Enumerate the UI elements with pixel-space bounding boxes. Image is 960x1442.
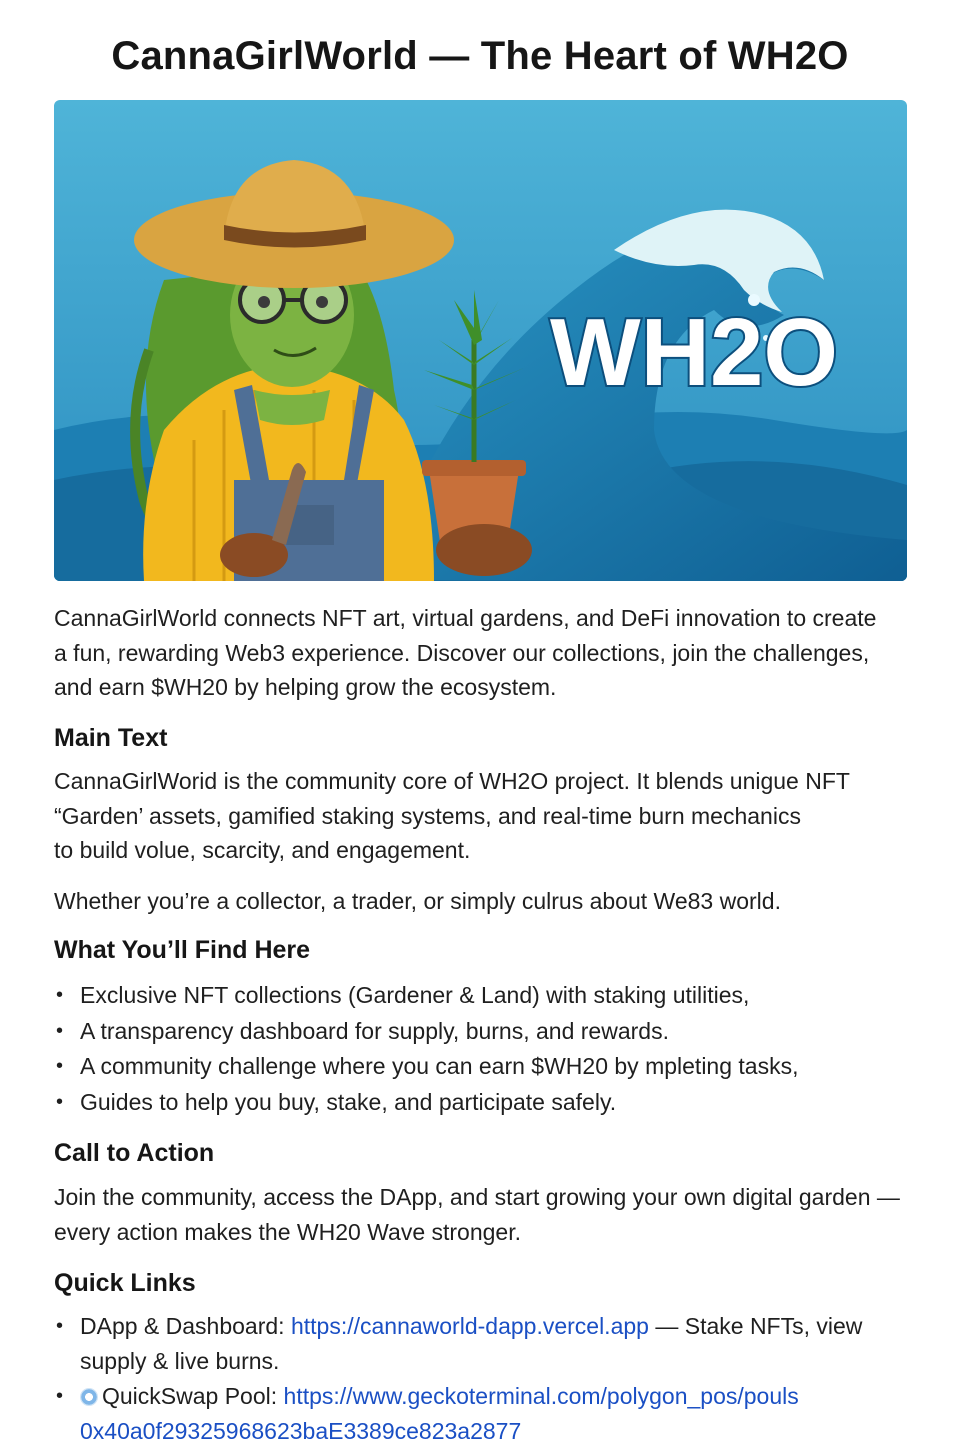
hero-image [54, 100, 907, 581]
quick-links-list [54, 1309, 934, 1442]
main-text-line: “Garden’ assets, gamified staking systems, and real-time burn mechanics [54, 802, 801, 829]
main-text-line: Whether you’re a collector, a trader, or simply culrus about We83 world. [54, 888, 781, 914]
list-item-text: Guides to help you buy, stake, and participate safely. [80, 1088, 617, 1115]
cta-heading: Call to Action [54, 1139, 215, 1167]
bullet-icon: • [56, 1055, 64, 1077]
intro-line: a fun, rewarding Web3 experience. Discover our collections, join the challenges, [54, 639, 870, 666]
list-item [54, 1014, 934, 1050]
list-item-text: A transparency dashboard for supply, burns, and rewards. [80, 1017, 669, 1044]
main-text-paragraph [54, 764, 934, 868]
quick-links-heading: Quick Links [54, 1269, 196, 1297]
intro-line: CannaGirlWorld connects NFT art, virtual gardens, and DeFi innovation to create [54, 605, 877, 631]
quickswap-icon [80, 1388, 98, 1406]
bullet-icon: • [56, 984, 64, 1006]
wh2o-logo: WH2O [550, 299, 838, 406]
list-item [54, 1049, 934, 1085]
cta-paragraph [54, 1180, 934, 1249]
main-text-paragraph-2 [54, 884, 934, 919]
intro-paragraph [54, 601, 934, 705]
dapp-link[interactable]: https://cannaworld-dapp.vercel.app [290, 1313, 649, 1339]
quick-link-suffix-2: supply & live burns. [80, 1348, 280, 1374]
bullet-icon: • [56, 1385, 64, 1407]
find-here-list [54, 978, 934, 1120]
main-text-heading: Main Text [54, 724, 168, 752]
intro-line: and earn $WH20 by helping grow the ecosystem. [54, 674, 557, 700]
cta-line: Join the community, access the DApp, and start growing your own digital garden — [54, 1184, 900, 1210]
quick-link-label: QuickSwap Pool: [102, 1383, 284, 1409]
main-text-line: to build volue, scarcity, and engagement. [54, 837, 471, 863]
find-here-heading: What You’ll Find Here [54, 936, 311, 964]
quick-link-label: DApp & Dashboard: [80, 1313, 291, 1339]
list-item-text: Exclusive NFT collections (Gardener & Land) with staking utilities, [80, 982, 750, 1008]
page-title: CannaGirlWorld — The Heart of WH2O [111, 34, 849, 78]
hero-illustration [54, 100, 907, 581]
list-item-text: A community challenge where you can earn $WH20 by mpleting tasks, [80, 1053, 799, 1079]
quick-link-dapp [54, 1309, 934, 1379]
list-item [54, 1085, 934, 1121]
cta-line: every action makes the WH20 Wave stronger. [54, 1218, 522, 1245]
bullet-icon: • [56, 1090, 64, 1113]
bullet-icon: • [56, 1019, 64, 1042]
bullet-icon: • [56, 1315, 64, 1337]
quick-link-suffix: — Stake NFTs, view [648, 1313, 863, 1339]
quickswap-pool-link-continued[interactable]: 0x40a0f29325968623baE3389ce823a2877 [80, 1418, 522, 1442]
main-text-line: CannaGirlWorid is the community core of WH2O project. It blends unigue NFT [54, 768, 850, 794]
quick-link-quickswap [54, 1379, 934, 1442]
list-item [54, 978, 934, 1014]
quickswap-pool-link[interactable]: https://www.geckoterminal.com/polygon_pos/pouls [283, 1383, 799, 1409]
